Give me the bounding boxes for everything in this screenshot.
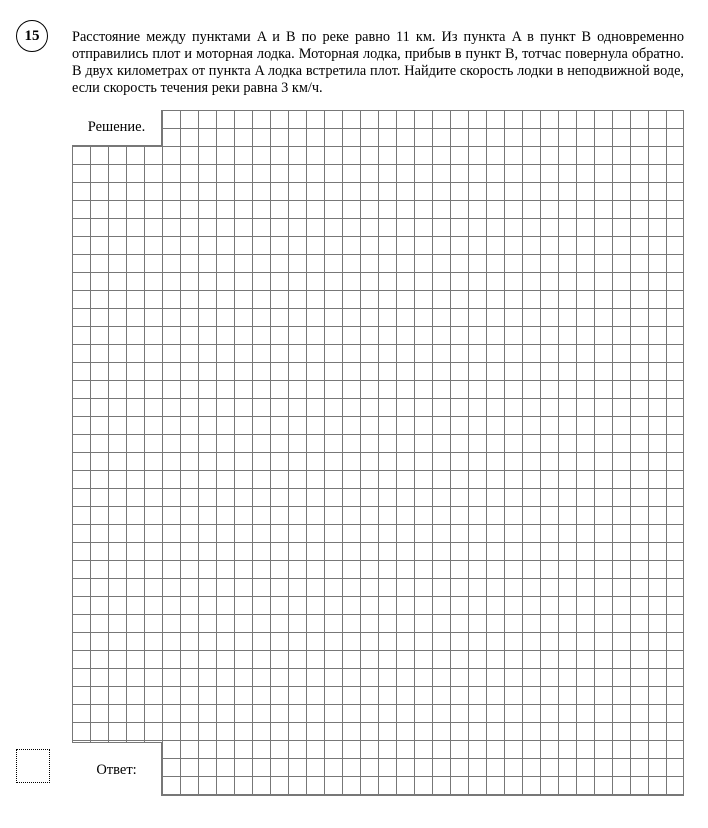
task-number: 15 bbox=[24, 27, 40, 44]
solution-label-box bbox=[72, 110, 162, 146]
score-box[interactable] bbox=[16, 749, 50, 783]
task-text: Расстояние между пунктами A и B по реке равно 11 км. Из пункта A в пункт B одновременно отправились плот и моторная лодка. Моторная лодка, прибыв в пункт B, тотчас повернула обратно. В двух километрах от пункта A лодка встретила плот. Найдите скорость лодки в неподвижной воде, если скорость течения реки равна 3 км/ч. bbox=[72, 29, 684, 96]
graph-paper-grid bbox=[72, 110, 684, 796]
task-number-badge bbox=[16, 20, 48, 52]
answer-label-box bbox=[72, 742, 162, 796]
answer-grid-area[interactable] bbox=[72, 110, 684, 796]
solution-label: Решение. bbox=[87, 119, 146, 135]
answer-label: Ответ: bbox=[96, 762, 137, 778]
